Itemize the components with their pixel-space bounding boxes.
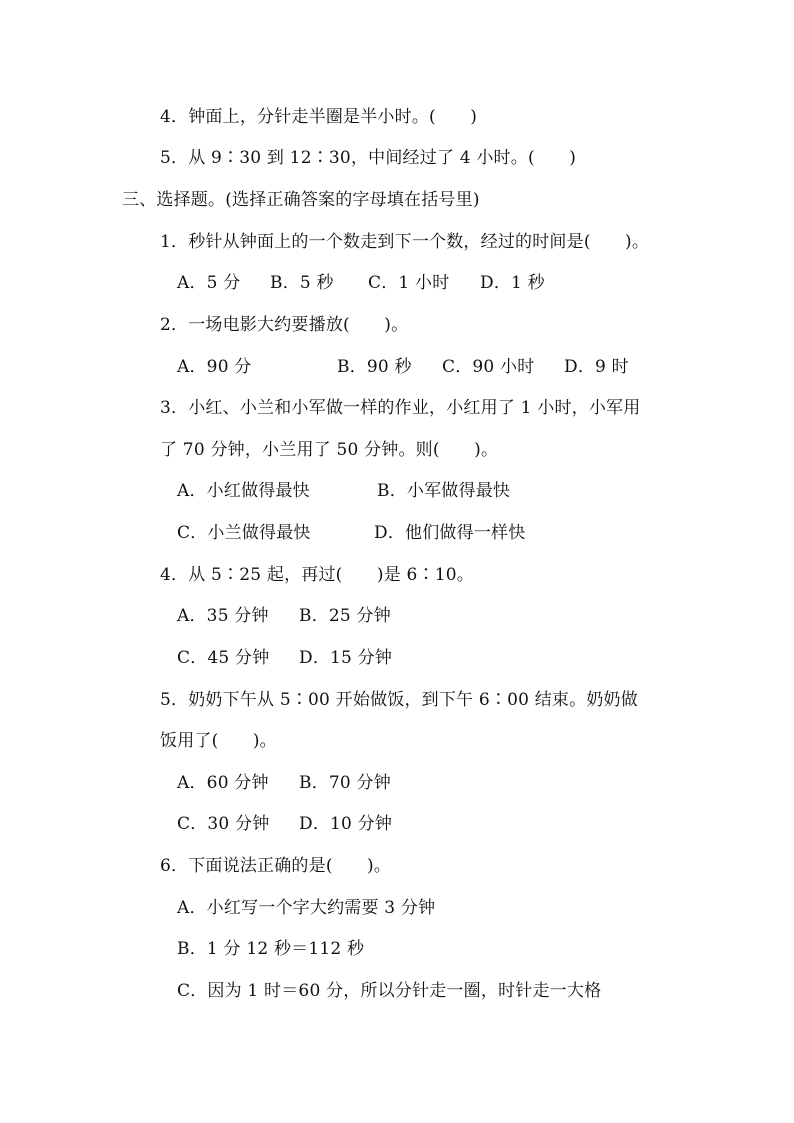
question-1-option-b: B．5 秒: [270, 273, 334, 293]
question-2-option-b: B．90 秒: [337, 357, 412, 377]
question-3-option-b: B．小军做得最快: [377, 481, 511, 501]
question-3-option-c: C．小兰做得最快: [177, 523, 311, 543]
question-6-option-b: B．1 分 12 秒＝112 秒: [177, 939, 365, 959]
question-4-stem: 4．从 5∶25 起，再过( )是 6∶10。: [160, 565, 474, 585]
question-4-option-c: C．45 分钟: [177, 648, 270, 668]
question-5-option-c: C．30 分钟: [177, 814, 270, 834]
question-5-option-d: D．10 分钟: [299, 814, 393, 834]
section-title: 三、选择题。(选择正确答案的字母填在括号里): [122, 190, 480, 210]
question-2-option-d: D．9 时: [564, 357, 629, 377]
question-3-stem-line-1: 3．小红、小兰和小军做一样的作业，小红用了 1 小时，小军用: [160, 398, 641, 418]
question-2-option-a: A．90 分: [177, 357, 252, 377]
question-4-option-d: D．15 分钟: [299, 648, 393, 668]
judge-question-5: 5．从 9∶30 到 12∶30，中间经过了 4 小时。( ): [160, 148, 577, 168]
question-1-option-a: A．5 分: [177, 273, 241, 293]
question-3-stem-line-2: 了 70 分钟，小兰用了 50 分钟。则( )。: [160, 440, 499, 460]
question-4-option-b: B．25 分钟: [299, 606, 391, 626]
question-6-option-c: C．因为 1 时＝60 分，所以分针走一圈，时针走一大格: [177, 981, 602, 1001]
question-3-option-a: A．小红做得最快: [177, 481, 310, 501]
question-4-option-a: A．35 分钟: [177, 606, 269, 626]
question-1-option-c: C．1 小时: [368, 273, 450, 293]
judge-question-4: 4．钟面上，分针走半圈是半小时。( ): [160, 107, 478, 127]
question-1-stem: 1．秒针从钟面上的一个数走到下一个数，经过的时间是( )。: [160, 232, 650, 252]
question-1-option-d: D．1 秒: [480, 273, 545, 293]
question-3-option-d: D．他们做得一样快: [374, 523, 526, 543]
question-5-stem-line-1: 5．奶奶下午从 5∶00 开始做饭，到下午 6∶00 结束。奶奶做: [160, 690, 638, 710]
question-6-stem: 6．下面说法正确的是( )。: [160, 856, 392, 876]
question-5-stem-line-2: 饭用了( )。: [160, 731, 277, 751]
question-6-option-a: A．小红写一个字大约需要 3 分钟: [177, 898, 436, 918]
question-5-option-a: A．60 分钟: [177, 773, 269, 793]
question-2-option-c: C．90 小时: [442, 357, 535, 377]
question-2-stem: 2．一场电影大约要播放( )。: [160, 315, 409, 335]
question-5-option-b: B．70 分钟: [299, 773, 391, 793]
